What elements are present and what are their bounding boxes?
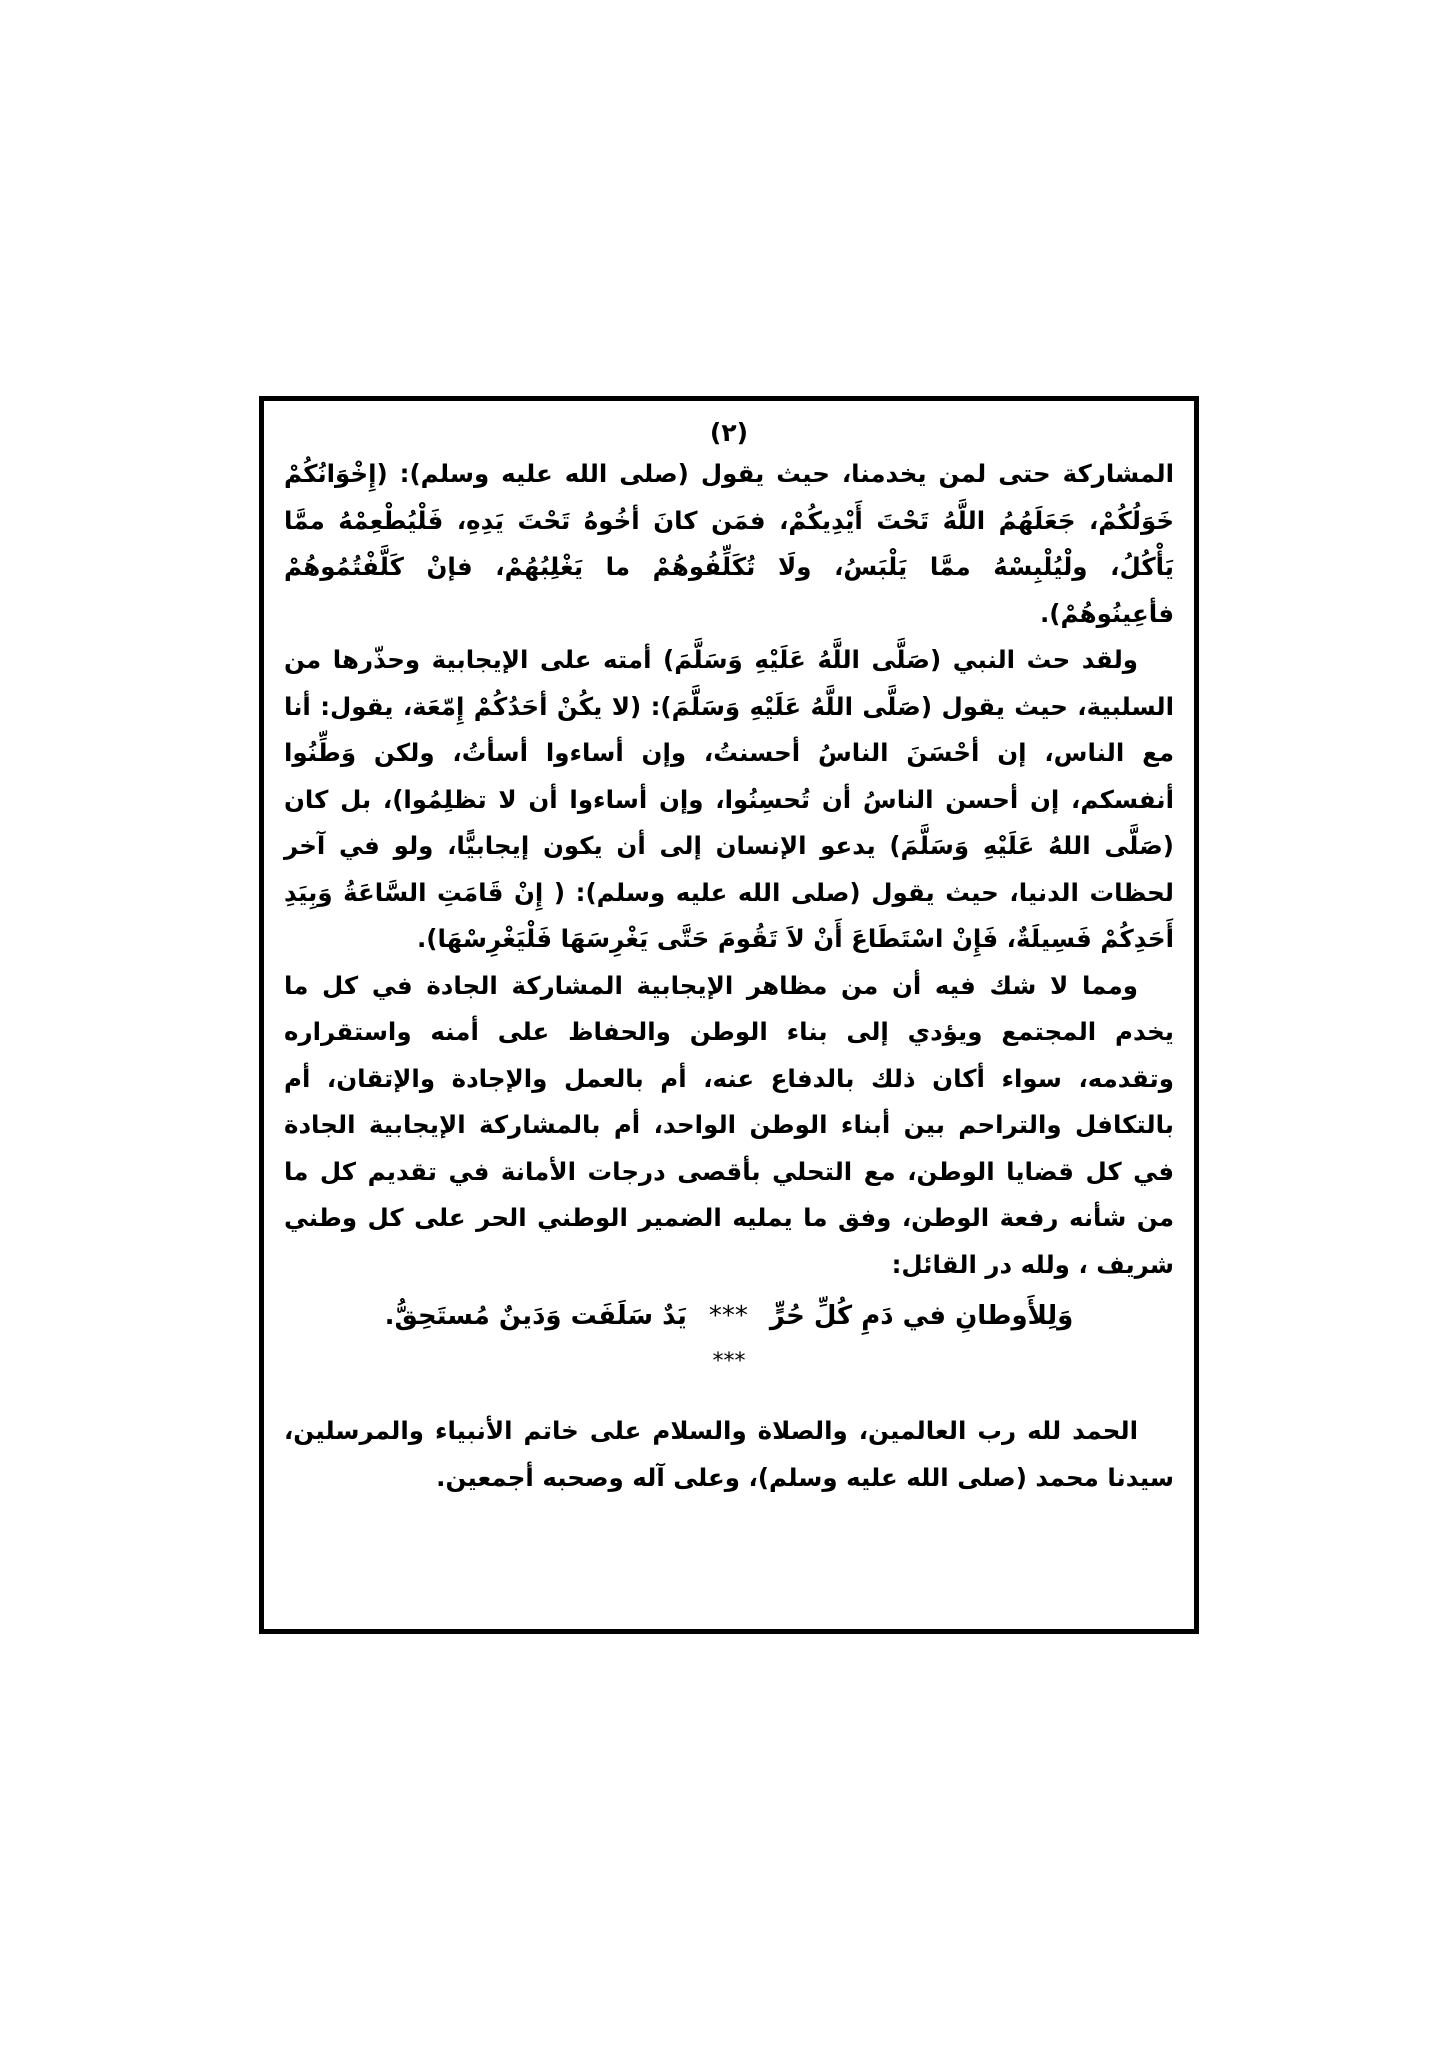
closing-paragraph: الحمد لله رب العالمين، والصلاة والسلام على خاتم الأنبياء والمرسلين، سيدنا محمد (صلى الله عليه وسلم)، وعلى آله وصحبه أجمعين. — [284, 1416, 1174, 1492]
paragraph-hadith-servants: المشاركة حتى لمن يخدمنا، حيث يقول (صلى الله عليه وسلم): (إِخْوَانُكُمْ خَوَلُكُمْ، جَعَلَهُمُ اللَّهُ تَحْتَ أَيْدِيكُمْ، فمَن كانَ أخُوهُ تَحْتَ يَدِهِ، فَلْيُطْعِمْهُ ممَّا يَأْكُلُ، ولْيُلْبِسْهُ ممَّا يَلْبَسُ، ولَا تُكَلِّفُوهُمْ ما يَغْلِبُهُمْ، فإنْ كَلَّفْتُمُوهُمْ فأعِينُوهُمْ). — [284, 459, 1174, 628]
verse-first-half: وَلِلأَوطانِ في دَمِ كُلِّ حُرٍّ — [769, 1301, 1074, 1331]
page-content — [284, 413, 1174, 1617]
page-number: (٢) — [709, 418, 749, 447]
paragraph-participation: ومما لا شك فيه أن من مظاهر الإيجابية المشاركة الجادة في كل ما يخدم المجتمع ويؤدي إلى بناء الوطن والحفاظ على أمنه واستقراره وتقدمه، سواء أكان ذلك بالدفاع عنه، أم بالعمل والإجادة والإتقان، أم بالتكافل والتراحم بين أبناء الوطن الواحد، أم بالمشاركة الإيجابية الجادة في كل قضايا الوطن، مع التحلي بأقصى درجات الأمانة في تقديم كل ما من شأنه رفعة الوطن، وفق ما يمليه الضمير الوطني الحر على كل وطني شريف ، ولله در القائل: — [284, 970, 1174, 1279]
paragraph-positivity: ولقد حث النبي (صَلَّى اللَّهُ عَلَيْهِ وَسَلَّمَ) أمته على الإيجابية وحذّرها من السلبية، حيث يقول (صَلَّى اللَّهُ عَلَيْهِ وَسَلَّمَ): (لا يكُنْ أحَدُكُمْ إِمّعَة، يقول: أنا مع الناس، إن أحْسَنَ الناسُ أحسنتُ، وإن أساءوا أسأتُ، ولكن وَطِّنُوا أنفسكم، إن أحسن الناسُ أن تُحسِنُوا، وإن أساءوا أن لا تظلِمُوا)، بل كان (صَلَّى اللهُ عَلَيْهِ وَسَلَّمَ) يدعو الإنسان إلى أن يكون إيجابيًّا، ولو في آخر لحظات الدنيا، حيث يقول (صلى الله عليه وسلم): ( إِنْ قَامَتِ السَّاعَةُ وَبِيَدِ أَحَدِكُمْ فَسِيلَةٌ، فَإِنْ اسْتَطَاعَ أَنْ لاَ تَقُومَ حَتَّى يَغْرِسَهَا فَلْيَغْرِسْهَا). — [284, 645, 1174, 953]
verse-separator: *** — [708, 1301, 748, 1331]
verse-second-half: يَدٌ سَلَفَت وَدَينٌ مُستَحِقُّ. — [384, 1301, 687, 1331]
poetry-verse — [284, 1290, 1174, 1342]
section-divider: *** — [712, 1349, 746, 1374]
page-frame — [259, 396, 1199, 1634]
